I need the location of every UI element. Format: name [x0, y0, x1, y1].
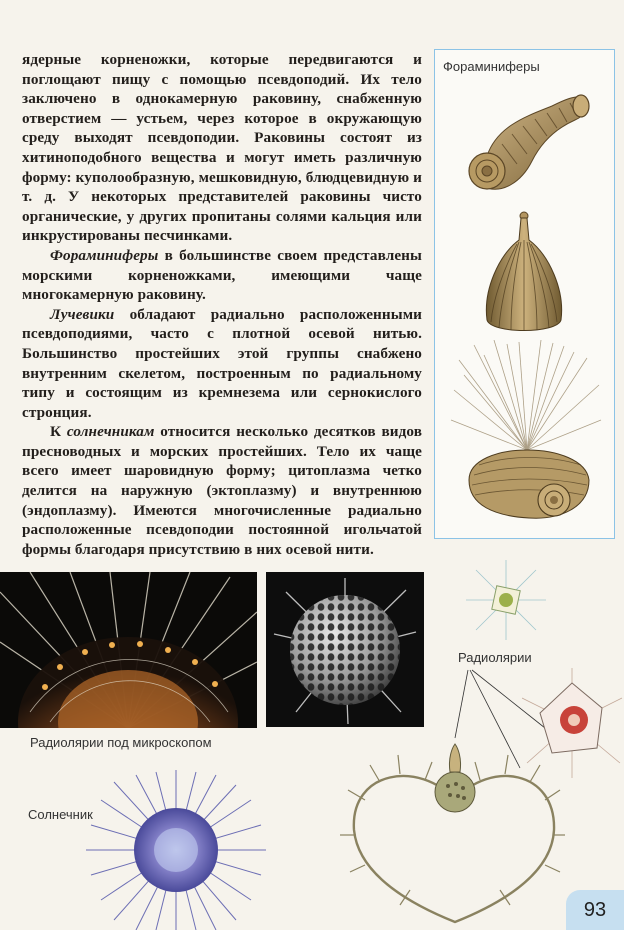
main-text [22, 50, 422, 559]
foraminifera-flask-shell-illustration [479, 210, 569, 340]
paragraph-foraminifera-text: в большинстве своем представлены морскими корненожками, имеющими чаще многокамерную раковину. [22, 246, 422, 304]
radiolaria-small-illustration [466, 560, 546, 640]
paragraph-radiolaria [22, 305, 422, 423]
radiolaria-label: Радиолярии [458, 650, 532, 665]
radiolaria-photo-color [0, 572, 257, 728]
foraminifera-pseudopodia-illustration [449, 340, 604, 530]
term-heliozoa: солнечникам [66, 423, 155, 441]
paragraph-1: ядерные корненожки, которые передвигаются и поглощают пищу с помощью псевдоподий. Их тело заключено в однокамерную раковину, снабженную отверстием — устьем, через которое в окружающую среду выходят псевдоподии. Раковины состоят из хитиноподобного вещества и могут иметь различную форму: куполообразную, мешковидную, блюдцевидную и т. д. У некоторых представителей раковины чисто органические, у других пропитаны солями кальция или инкрустированы песчинками. [22, 51, 422, 245]
foraminifera-figure-box [434, 49, 615, 539]
paragraph-heliozoa [22, 422, 422, 559]
heliozoa-label: Солнечник [28, 807, 93, 822]
microscope-caption: Радиолярии под микроскопом [30, 735, 212, 750]
foraminifera-coiled-shell-illustration [457, 86, 597, 216]
term-foraminifera: Фораминиферы [50, 246, 159, 264]
term-radiolaria: Лучевики [50, 305, 115, 323]
radiolaria-heart-illustration [340, 740, 565, 925]
paragraph-foraminifera [22, 246, 422, 305]
paragraph-heliozoa-start: К [50, 423, 67, 441]
heliozoa-illustration [86, 770, 266, 930]
foraminifera-title: Фораминиферы [443, 59, 540, 74]
paragraph-heliozoa-text: относится несколько десятков видов пресноводных и морских простейших. Тело их чаще всего имеет шаровидную форму; цитоплазма четко делится на наружную (эктоплазму) и внутреннюю (эндоплазму). Имеются многочисленные радиально расположенные псевдоподии постоянной игольчатой формы благодаря присутствию в них осевой нити. [22, 423, 422, 558]
radiolaria-photo-sem [266, 572, 424, 727]
page-number: 93 [566, 890, 624, 930]
paragraph-radiolaria-text: обладают радиально расположенными псевдоподиями, часто с плотной осевой нитью. Большинство простейших этой группы снабжено внутренним скелетом, построенным по радиальному типу и состоящим из кремнезема или сернокислого стронция. [22, 305, 422, 421]
